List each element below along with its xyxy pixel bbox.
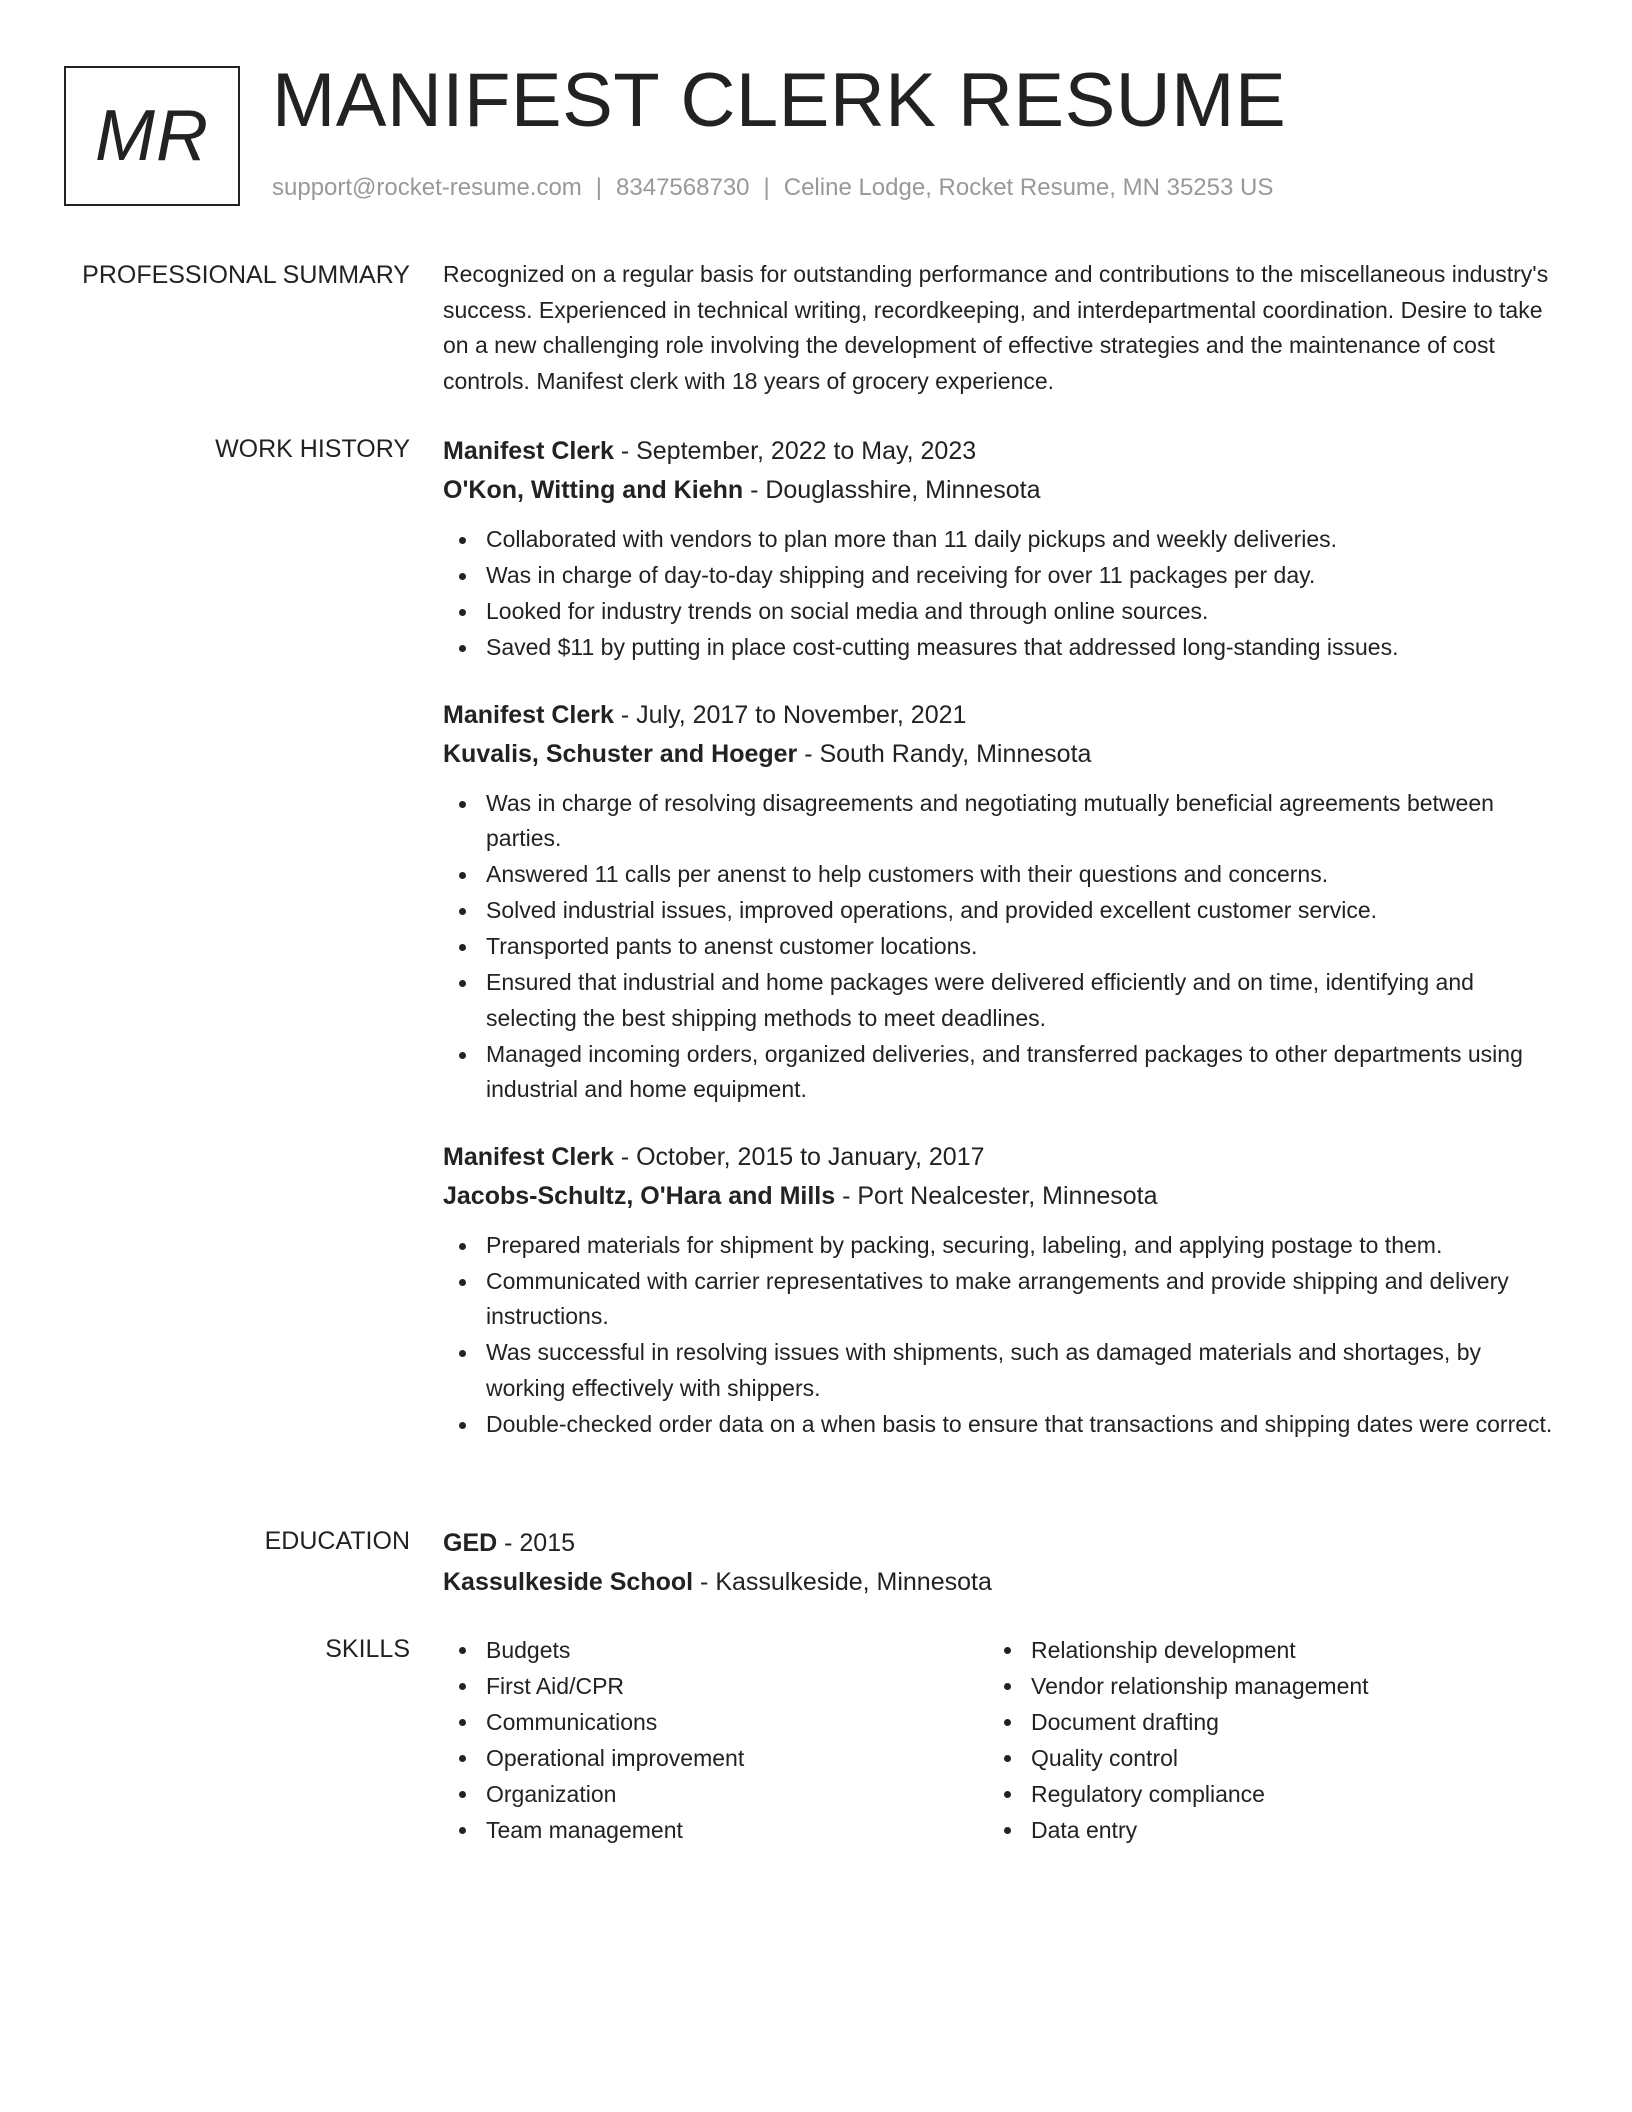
resume-title: MANIFEST CLERK RESUME xyxy=(272,58,1287,143)
work-history-list xyxy=(443,432,1553,1472)
job-company-line xyxy=(443,1177,1553,1216)
education-heading: EDUCATION xyxy=(264,1527,410,1555)
contact-address: Celine Lodge, Rocket Resume, MN 35253 US xyxy=(783,174,1274,201)
skill-item: Document drafting xyxy=(988,1704,1533,1740)
job-company-line xyxy=(443,471,1553,510)
job-bullet: Communicated with carrier representatives to make arrangements and provide shipping and delivery instructions. xyxy=(443,1264,1553,1335)
job-company: Kuvalis, Schuster and Hoeger xyxy=(443,739,798,768)
job-bullet: Was in charge of resolving disagreements and negotiating mutually beneficial agreements between parties. xyxy=(443,786,1553,857)
job-company-line xyxy=(443,735,1553,774)
education-degree: GED xyxy=(443,1529,498,1557)
job-bullets xyxy=(443,1228,1553,1443)
job-location: - Port Nealcester, Minnesota xyxy=(835,1181,1158,1210)
job-bullet: Transported pants to anenst customer locations. xyxy=(443,929,1553,965)
skills-list-right xyxy=(988,1632,1533,1848)
job-dates: - October, 2015 to January, 2017 xyxy=(613,1142,985,1171)
skill-item: Team management xyxy=(443,1812,988,1848)
job-entry xyxy=(443,432,1553,666)
contact-line xyxy=(272,172,1273,204)
job-bullet: Solved industrial issues, improved operations, and provided excellent customer service. xyxy=(443,893,1553,929)
summary-heading: PROFESSIONAL SUMMARY xyxy=(82,261,410,289)
contact-phone: 8347568730 xyxy=(616,174,750,201)
monogram-box xyxy=(64,66,240,206)
skill-item: Vendor relationship management xyxy=(988,1668,1533,1704)
job-company: Jacobs-Schultz, O'Hara and Mills xyxy=(443,1181,836,1210)
skills-heading: SKILLS xyxy=(325,1635,410,1663)
skill-item: Regulatory compliance xyxy=(988,1776,1533,1812)
job-company: O'Kon, Witting and Kiehn xyxy=(443,476,744,504)
job-bullets xyxy=(443,522,1553,666)
job-dates: - September, 2022 to May, 2023 xyxy=(613,437,977,465)
skill-item: Budgets xyxy=(443,1632,988,1668)
skill-item: Organization xyxy=(443,1776,988,1812)
contact-separator: | xyxy=(595,174,603,201)
job-bullet: Managed incoming orders, organized deliveries, and transferred packages to other departments using industrial and home equipment. xyxy=(443,1037,1553,1108)
summary-text: Recognized on a regular basis for outstanding performance and contributions to the miscellaneous industry's success. Experienced in technical writing, recordkeeping, and interdepartmental coordination. Desire to take on a new challenging role involving the development of effective strategies and the maintenance of cost controls. Manifest clerk with 18 years of grocery experience. xyxy=(443,261,1549,394)
skill-item: Relationship development xyxy=(988,1632,1533,1668)
job-role: Manifest Clerk xyxy=(443,1142,614,1171)
skills-columns xyxy=(443,1632,1553,1848)
job-bullet: Was in charge of day-to-day shipping and receiving for over 11 packages per day. xyxy=(443,558,1553,594)
job-location: - South Randy, Minnesota xyxy=(797,739,1092,768)
job-bullet: Double-checked order data on a when basis to ensure that transactions and shipping dates were correct. xyxy=(443,1407,1553,1443)
job-title-line xyxy=(443,696,1553,735)
job-bullet: Collaborated with vendors to plan more than 11 daily pickups and weekly deliveries. xyxy=(443,522,1553,558)
education-year: - 2015 xyxy=(497,1529,576,1557)
education-school: Kassulkeside School xyxy=(443,1568,694,1596)
job-dates: - July, 2017 to November, 2021 xyxy=(613,700,967,729)
education-location: - Kassulkeside, Minnesota xyxy=(693,1568,992,1596)
job-bullet: Ensured that industrial and home packages were delivered efficiently and on time, identifying and selecting the best shipping methods to meet deadlines. xyxy=(443,965,1553,1036)
education-degree-line xyxy=(443,1524,1553,1563)
skill-item: Operational improvement xyxy=(443,1740,988,1776)
skills-list-left xyxy=(443,1632,988,1848)
skill-item: First Aid/CPR xyxy=(443,1668,988,1704)
contact-separator: | xyxy=(763,174,770,201)
job-title-line xyxy=(443,1138,1553,1177)
job-role: Manifest Clerk xyxy=(443,437,614,465)
skill-item: Data entry xyxy=(988,1812,1533,1848)
job-bullets xyxy=(443,786,1553,1108)
job-entry xyxy=(443,696,1553,1108)
job-bullet: Saved $11 by putting in place cost-cutting measures that addressed long-standing issues. xyxy=(443,630,1553,666)
job-bullet: Answered 11 calls per anenst to help customers with their questions and concerns. xyxy=(443,857,1553,893)
work-history-heading: WORK HISTORY xyxy=(215,435,410,463)
job-bullet: Prepared materials for shipment by packing, securing, labeling, and applying postage to them. xyxy=(443,1228,1553,1264)
job-bullet: Looked for industry trends on social media and through online sources. xyxy=(443,594,1553,630)
job-role: Manifest Clerk xyxy=(443,700,614,729)
job-title-line xyxy=(443,432,1553,471)
education-school-line xyxy=(443,1563,1553,1602)
job-location: - Douglasshire, Minnesota xyxy=(743,476,1041,504)
contact-email: support@rocket-resume.com xyxy=(272,174,582,201)
monogram-initials: MR xyxy=(95,96,209,176)
skill-item: Quality control xyxy=(988,1740,1533,1776)
skill-item: Communications xyxy=(443,1704,988,1740)
job-entry xyxy=(443,1138,1553,1443)
job-bullet: Was successful in resolving issues with shipments, such as damaged materials and shortages, by working effectively with shippers. xyxy=(443,1335,1553,1406)
